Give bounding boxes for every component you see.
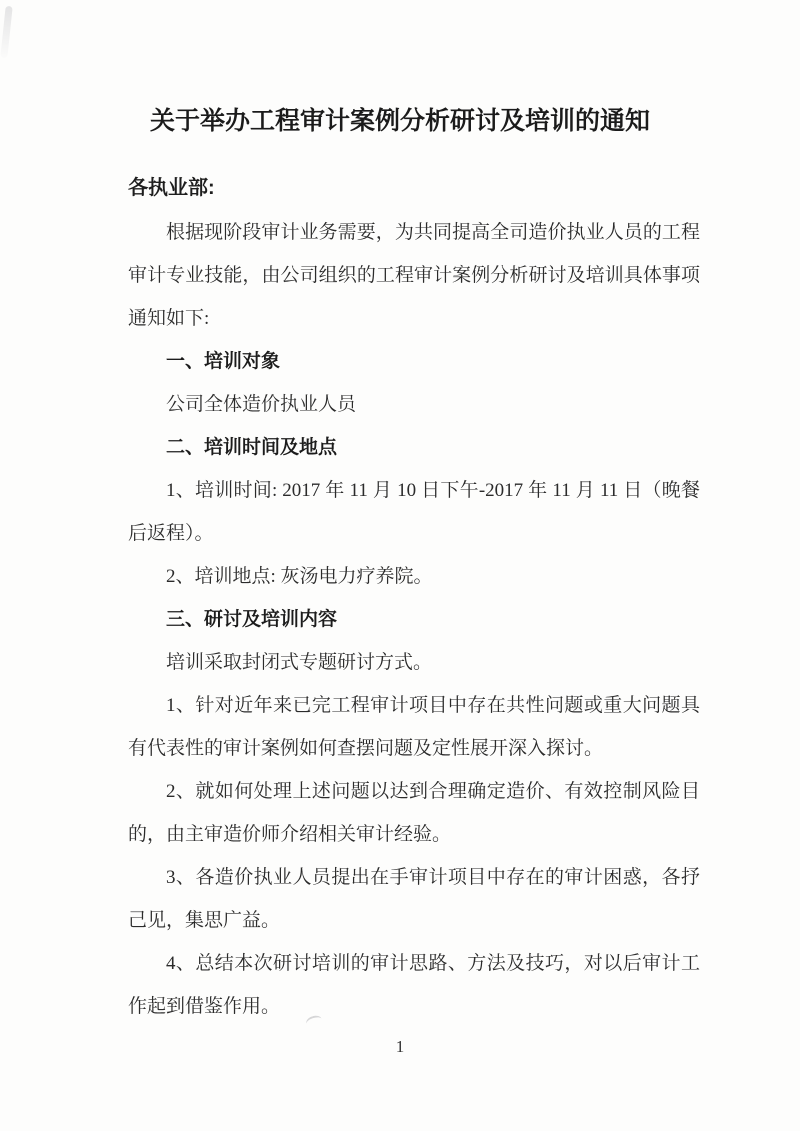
- section-3-heading: 三、研讨及培训内容: [166, 609, 338, 630]
- salutation: 各执业部:: [128, 177, 215, 199]
- intro-paragraph: 根据现阶段审计业务需要，为共同提高全司造价执业人员的工程审计专业技能，由公司组织的工程审计案例分析研讨及培训具体事项通知如下:: [128, 222, 700, 329]
- content-item-2-paragraph: 2、就如何处理上述问题以达到合理确定造价、有效控制风险目的，由主审造价师介绍相关审计经验。: [128, 781, 700, 845]
- document-body: [128, 211, 700, 1028]
- page-number: 1: [395, 1037, 405, 1056]
- section-2-heading: 二、培训时间及地点: [166, 437, 338, 458]
- training-method-paragraph: 培训采取封闭式专题研讨方式。: [166, 652, 433, 673]
- training-target-paragraph: 公司全体造价执业人员: [166, 394, 357, 415]
- document-title: 关于举办工程审计案例分析研讨及培训的通知: [149, 107, 650, 135]
- scan-artifact-streak: [0, 6, 12, 58]
- content-item-1-paragraph: 1、针对近年来已完工程审计项目中存在共性问题或重大问题具有代表性的审计案例如何查摆问题及定性展开深入探讨。: [128, 695, 700, 759]
- training-time-paragraph: 1、培训时间: 2017 年 11 月 10 日下午-2017 年 11 月 11 日（晚餐后返程）。: [128, 480, 700, 544]
- content-item-3-paragraph: 3、各造价执业人员提出在手审计项目中存在的审计困惑，各抒己见，集思广益。: [128, 867, 700, 931]
- training-location-paragraph: 2、培训地点: 灰汤电力疗养院。: [166, 566, 433, 587]
- section-1-heading: 一、培训对象: [166, 351, 281, 372]
- content-item-4-paragraph: 4、总结本次研讨培训的审计思路、方法及技巧，对以后审计工作起到借鉴作用。: [128, 953, 700, 1017]
